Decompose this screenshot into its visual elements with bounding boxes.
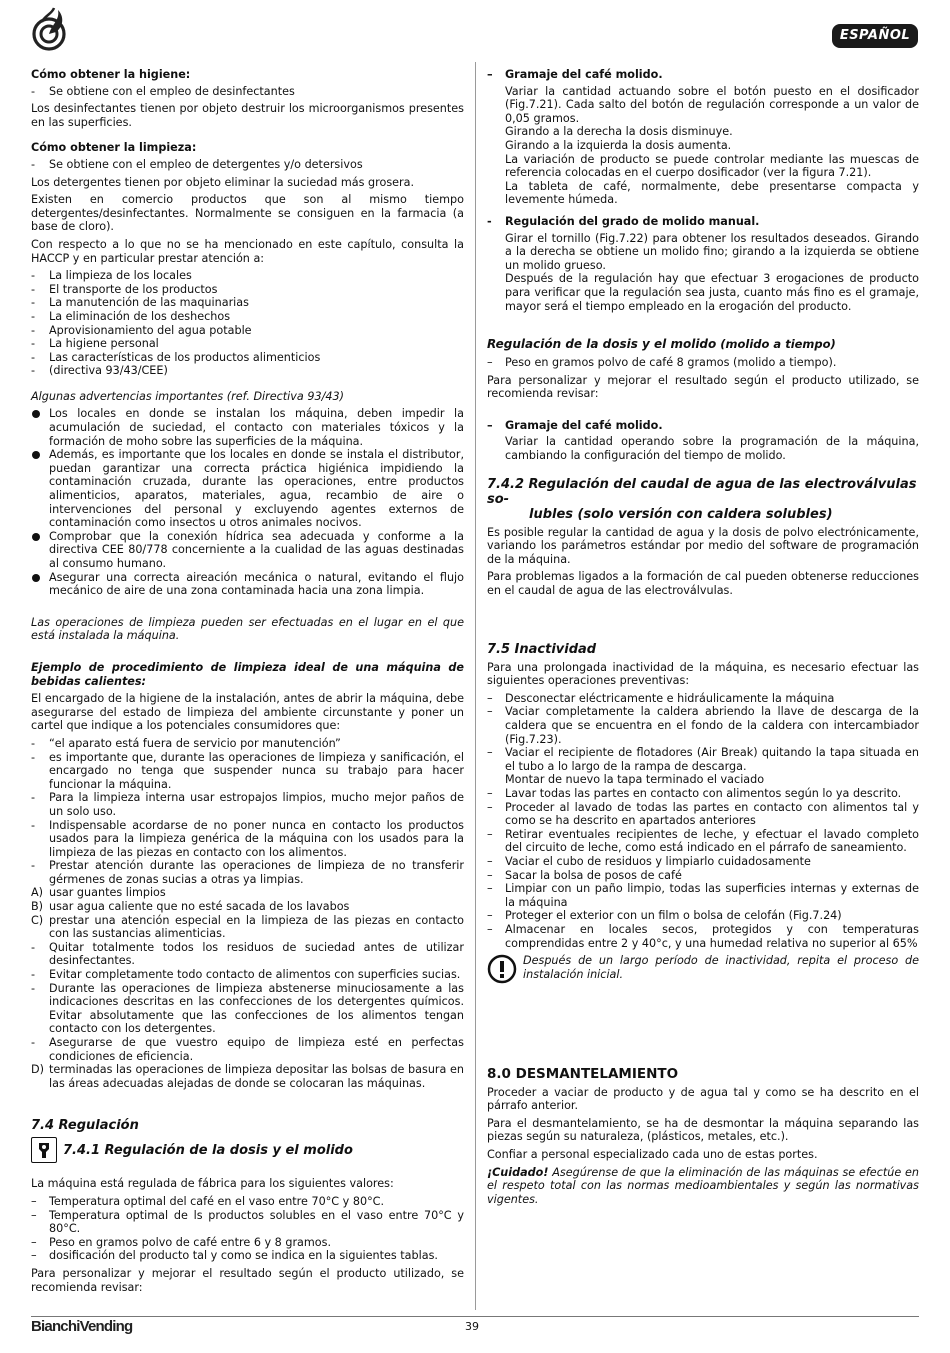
molido-line: Girar el tornillo (Fig.7.22) para obtener los resultados deseados. Girando a la derecha se obtiene un molido fino; girando a la izquierda se obtiene un molido grueso. <box>505 231 919 272</box>
gramaje-heading <box>487 68 919 82</box>
section-742-text-2: Para problemas ligados a la formación de cal pueden obtenerse reducciones en el caudal de agua de las electroválvulas. <box>487 570 919 598</box>
higiene-text: Los desinfectantes tienen por objeto destruir los microorganismos presentes en las superficies. <box>31 102 464 129</box>
list-item: D) terminadas las operaciones de limpieza depositar las bolsas de basura en las áreas adecuadas alejadas de donde se colocaran las máquinas. <box>31 1063 464 1090</box>
list-item: - Se obtiene con el empleo de detergentes y/o detersivos <box>31 157 363 171</box>
ejemplo-title: Ejemplo de procedimiento de limpieza ideal de una máquina de bebidas calientes: <box>31 660 464 688</box>
molido-title: - Regulación del grado de molido manual. <box>487 214 760 228</box>
language-badge: ESPAÑOL <box>832 24 918 48</box>
limpieza-list <box>31 158 464 172</box>
section-80-text-3: Confiar a personal especializado cada uno de estas portes. <box>487 1148 818 1162</box>
limpieza-text-1: Los detergentes tienen por objeto eliminar la suciedad más grosera. <box>31 175 415 189</box>
page-number: 39 <box>465 1320 479 1333</box>
right-column <box>487 68 919 1210</box>
left-column <box>31 68 464 1298</box>
advert-title: Algunas advertencias importantes (ref. Directiva 93/43) <box>31 389 344 403</box>
list-item: – Vaciar el cubo de residuos y limpiarlo cuidadosamente <box>487 854 811 868</box>
ops-note: Las operaciones de limpieza pueden ser efectuadas en el lugar en el que está instalada la máquina. <box>31 615 464 643</box>
warning-text: Después de un largo período de inactividad, repita el proceso de instalación inicial. <box>523 954 919 981</box>
list-item: - Quitar totalmente todos los residuos de suciedad antes de utilizar desinfectantes. <box>31 940 464 968</box>
list-item: B) usar agua caliente que no esté sacada de los lavabos <box>31 900 350 914</box>
warning-box <box>487 954 919 984</box>
regulacion-subtitle-row <box>31 1137 464 1163</box>
cuidado-note: ¡Cuidado! Asegúrense de que la eliminación de las máquinas se efectúe en el respeto total con las normas medioambientales y según las normativas vigentes. <box>487 1165 919 1206</box>
higiene-title: Cómo obtener la higiene: <box>31 68 191 81</box>
gramaje-line: La variación de producto se puede controlar mediante las muescas de referencia colocadas en el cuerpo dosificador (ver la figura 7.21). <box>505 152 919 180</box>
list-item: – Proceder al lavado de todas las partes en contacto con alimentos tal y como se ha descrito en apartados anteriores <box>487 800 919 828</box>
list-item: – Peso en gramos polvo de café entre 6 y 8 gramos. <box>31 1235 332 1249</box>
list-item: - Indispensable acordarse de no poner nunca en contacto los productos usados para la limpieza genérica de la máquina con los usados para la limpieza de las piezas en contacto con los alimentos. <box>31 818 464 859</box>
list-item: – Vaciar completamente la caldera abriendo la llave de descarga de la caldera que se encuentra en el fondo de la caldera con intercambiador (Fig.7.23). <box>487 705 919 746</box>
list-item: - “el aparato está fuera de servicio por manutención” <box>31 736 341 750</box>
section-80-text-1: Proceder a vaciar de producto y de agua tal y como se ha descrito en el párrafo anterior. <box>487 1085 919 1113</box>
list-item: – Temperatura optimal del café en el vaso entre 70°C y 80°C. <box>31 1194 385 1208</box>
section-75-title: 7.5 Inactividad <box>487 641 597 657</box>
gramaje-line: La tableta de café, normalmente, debe presentarse compacta y levemente húmeda. <box>505 179 919 207</box>
list-item: – Vaciar el recipiente de flotadores (Air Break) quitando la tapa situada en el tubo a lo largo de la rampa de descarga. <box>487 746 919 773</box>
regulacion-list <box>31 1195 464 1263</box>
list-item: C) prestar una atención especial en la limpieza de las piezas en contacto con las sustancias alimenticias. <box>31 913 464 941</box>
column-divider <box>475 62 476 1310</box>
list-item: - Aprovisionamiento del agua potable <box>31 323 252 337</box>
warning-icon <box>487 954 517 984</box>
list-item: Además, es importante que los locales en donde se instala el distributor, puedan garantizar una correcta práctica higiénica impidiendo la contaminación cruzada, durante las operaciones, entre productos alimenticios, aparatos, materiales, agua, recambio de aire o intervenciones del personal y excluyendo agentes externos de contaminación como insectos u otros animales nocivos. <box>31 448 464 530</box>
list-item: A) usar guantes limpios <box>31 886 166 900</box>
list-item: - El transporte de los productos <box>31 282 218 296</box>
list-item: - La manutención de las maquinarias <box>31 296 249 310</box>
limpieza-title: Cómo obtener la limpieza: <box>31 141 197 155</box>
list-item: - La limpieza de los locales <box>31 269 192 283</box>
section-80-title: 8.0 DESMANTELAMIENTO <box>487 1066 679 1083</box>
list-item: - Las características de los productos alimenticios <box>31 350 321 364</box>
list-item: – dosificación del producto tal y como se indica en la siguientes tablas. <box>31 1249 438 1263</box>
list-item: - La eliminación de los deshechos <box>31 309 231 323</box>
tiempo-text: Para personalizar y mejorar el resultado según el producto utilizado, se recomienda revisar: <box>487 373 919 401</box>
haccp-list <box>31 269 464 378</box>
list-item: - La higiene personal <box>31 337 159 351</box>
regulacion-title: 7.4 Regulación <box>31 1118 139 1134</box>
section-742-title: 7.4.2 Regulación del caudal de agua de las electroválvulas so- lubles (solo versión con caldera solubles) <box>487 476 917 522</box>
brand-logo-icon <box>30 6 70 52</box>
gramaje2-heading <box>487 419 919 433</box>
limpieza-text-2: Existen en comercio productos que son al mismo tiempo detergentes/desinfectantes. Normalmente se consiguen en la farmacia (a base de cloro). <box>31 193 464 234</box>
list-item: Los locales en donde se instalan los máquina, deben impedir la acumulación de suciedad, el contacto con materiales tóxicos y la formación de moho sobre las superficies de la máquina. <box>31 407 464 448</box>
footer-brand: BianchiVending <box>31 1318 133 1335</box>
inactividad-list <box>487 692 919 950</box>
list-item: - Asegurarse de que vuestro equipo de limpieza esté en perfectas condiciones de eficiencia. <box>31 1036 464 1063</box>
bullet-icon <box>32 574 40 582</box>
gramaje-title: – Gramaje del café molido. <box>487 68 663 81</box>
list-item: – Lavar todas las partes en contacto con alimentos según lo ya descrito. <box>487 786 902 800</box>
gramaje2-title: – Gramaje del café molido. <box>487 418 663 432</box>
list-item: Comprobar que la conexión hídrica sea adecuada y conforme a la directiva CEE 80/778 concerniente a la cualidad de las aguas destinadas al consumo humano. <box>31 530 464 571</box>
section-75-text: Para una prolongada inactividad de la máquina, es necesario efectuar las siguientes operaciones preventivas: <box>487 660 919 688</box>
list-item: - Se obtiene con el empleo de desinfectantes <box>31 84 295 98</box>
list-item: – Temperatura optimal de ls productos solubles en el vaso entre 70°C y 80°C. <box>31 1208 464 1236</box>
list-item: Montar de nuevo la tapa terminado el vaciado <box>505 773 765 787</box>
gramaje-line: Variar la cantidad actuando sobre el botón puesto en el dosificador (Fig.7.21). Cada salto del botón de regulación corresponde a un valor de 0,05 gramos. <box>505 84 919 125</box>
gramaje-line: Girando a la derecha la dosis disminuye. <box>505 125 733 139</box>
list-item: – Proteger el exterior con un film o bolsa de celofán (Fig.7.24) <box>487 909 842 923</box>
gramaje2-text: Variar la cantidad operando sobre la programación de la máquina, cambiando la configuración del tiempo de molido. <box>505 435 919 463</box>
ejemplo-list <box>31 737 464 1090</box>
regulacion-subtitle: 7.4.1 Regulación de la dosis y el molido <box>63 1142 353 1158</box>
molido-line: Después de la regulación hay que efectuar 3 erogaciones de producto para verificar que la regulación sea justa, cuanto más fino es el gramaje, mayor será el tiempo empleado en la erogación del producto. <box>505 272 919 313</box>
list-item: - (directiva 93/43/CEE) <box>31 364 168 378</box>
list-item: - Para la limpieza interna usar estropajos limpios, mucho mejor paños de un solo uso. <box>31 791 464 818</box>
list-item: – Desconectar eléctricamente e hidráulicamente la máquina <box>487 691 835 705</box>
list-item: – Sacar la bolsa de posos de café <box>487 868 682 882</box>
list-item: - es importante que, durante las operaciones de limpieza y sanificación, el encargado no tenga que suspender nunca su trabajo para hacer funcionar la máquina. <box>31 750 464 791</box>
section-742-text-1: Es posible regular la cantidad de agua y la dosis de polvo electrónicamente, variando los parámetros estándar por medio del software de programación de la máquina. <box>487 525 919 566</box>
section-80-text-2: Para el desmantelamiento, se ha de desmontar la máquina separando las piezas según su naturaleza, (plásticos, metales, etc.). <box>487 1116 919 1144</box>
list-item: - Evitar completamente todo contacto de alimentos con superficies sucias. <box>31 968 461 982</box>
ejemplo-text: El encargado de la higiene de la instalación, antes de abrir la máquina, debe asegurarse del estado de limpieza del ambiente circunstante y poner un cartel que indique a los potenciales consumidores que: <box>31 692 464 733</box>
tiempo-list <box>487 356 919 370</box>
list-item: - Prestar atención durante las operaciones de limpieza de no transferir gérmenes de zonas sucias a otras ya limpias. <box>31 859 464 886</box>
limpieza-text-3: Con respecto a lo que no se ha mencionado en este capítulo, consulta la HACCP y en particular prestar atención a: <box>31 237 464 265</box>
gramaje-line: Girando a la izquierda la dosis aumenta. <box>505 138 732 152</box>
list-item: – Limpiar con un paño limpio, todas las superficies internas y externas de la máquina <box>487 882 919 909</box>
tiempo-title: Regulación de la dosis y el molido (molido a tiempo) <box>487 337 836 352</box>
regulacion-outro: Para personalizar y mejorar el resultado según el producto utilizado, se recomienda revisar: <box>31 1266 464 1294</box>
wrench-key-icon <box>31 1137 57 1163</box>
list-item: Asegurar una correcta aireación mecánica o natural, evitando el flujo mecánico de aire de una zona contaminada hacia una zona limpia. <box>31 571 464 598</box>
bullet-icon <box>32 451 40 459</box>
bullet-icon <box>32 410 40 418</box>
list-item: – Almacenar en locales secos, protegidos y con temperaturas comprendidas entre 2 y 40°c, y una humedad relativa no superior al 65% <box>487 922 919 950</box>
molido-heading <box>487 215 919 229</box>
higiene-list <box>31 85 464 99</box>
advert-list <box>31 407 464 597</box>
regulacion-text: La máquina está regulada de fábrica para los siguientes valores: <box>31 1177 394 1191</box>
footer-divider <box>31 1316 919 1317</box>
list-item: - Durante las operaciones de limpieza abstenerse minuciosamente a las indicaciones descritas en las confecciones de los detergentes químicos. Evitar absolutamente que las confecciones de los alimentos tengan contacto con los detergentes. <box>31 981 464 1036</box>
list-item: – Retirar eventuales recipientes de leche, y efectuar el lavado completo del circuito de leche, como está indicado en el párrafo de saneamiento. <box>487 827 919 855</box>
bullet-icon <box>32 533 40 541</box>
list-item: – Peso en gramos polvo de café 8 gramos (molido a tiempo). <box>487 356 837 370</box>
